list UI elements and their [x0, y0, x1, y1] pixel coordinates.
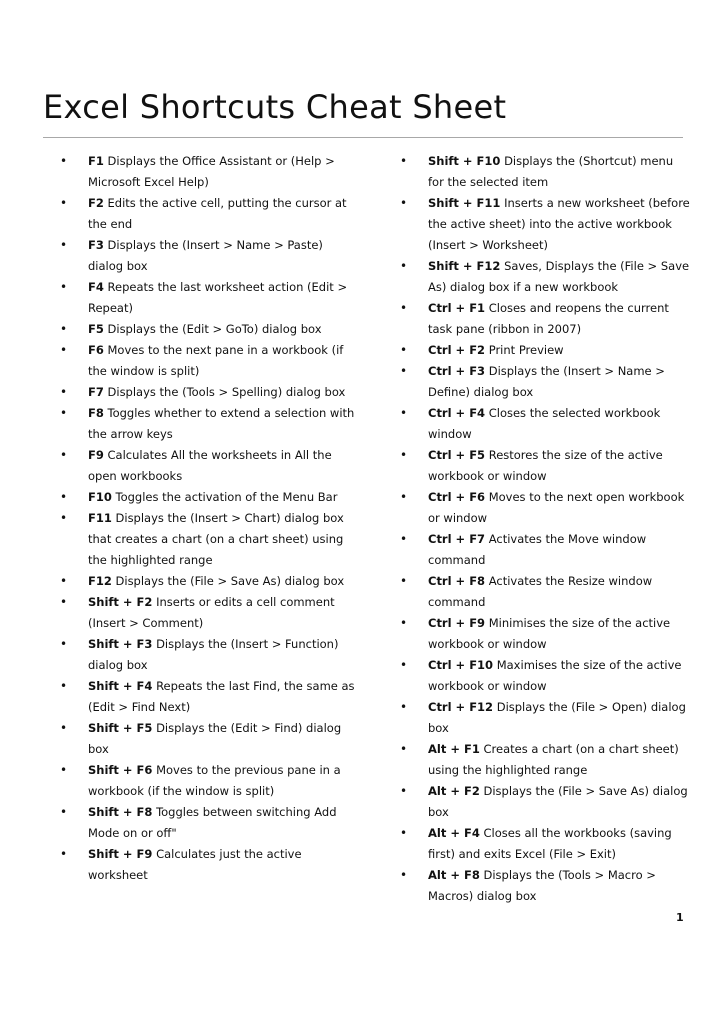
shortcut-description: Closes and reopens the current task pane (ribbon in 2007): [428, 301, 669, 336]
shortcut-item: [60, 718, 360, 760]
bullet-icon: •: [60, 679, 68, 693]
shortcut-item: [400, 151, 690, 193]
bullet-icon: •: [400, 490, 408, 504]
page-title: Excel Shortcuts Cheat Sheet: [43, 88, 507, 126]
shortcut-description: Inserts a new worksheet (before the active sheet) into the active workbook (Insert > Worksheet): [428, 196, 690, 252]
shortcut-description: Maximises the size of the active workbook or window: [428, 658, 682, 693]
shortcut-description: Toggles the activation of the Menu Bar: [111, 490, 338, 504]
bullet-icon: •: [60, 805, 68, 819]
shortcut-item: [400, 529, 690, 571]
shortcut-description: Displays the (File > Save As) dialog box: [111, 574, 345, 588]
shortcut-description: Displays the (Tools > Macro > Macros) dialog box: [428, 868, 656, 903]
shortcut-item: [400, 697, 690, 739]
bullet-icon: •: [400, 196, 408, 210]
shortcut-description: Toggles whether to extend a selection with the arrow keys: [88, 406, 355, 441]
shortcut-item: [60, 340, 360, 382]
shortcut-keys: Shift + F6: [88, 763, 153, 777]
shortcut-description: Displays the (Shortcut) menu for the selected item: [428, 154, 674, 189]
shortcut-keys: F6: [88, 343, 104, 357]
bullet-icon: •: [60, 322, 68, 336]
bullet-icon: •: [400, 154, 408, 168]
shortcut-keys: Ctrl + F8: [428, 574, 486, 588]
bullet-icon: •: [400, 301, 408, 315]
shortcut-description: Displays the (Edit > Find) dialog box: [88, 721, 342, 756]
shortcut-keys: F3: [88, 238, 104, 252]
shortcut-item: [400, 739, 690, 781]
bullet-icon: •: [60, 490, 68, 504]
shortcut-description: Moves to the next open workbook or window: [428, 490, 685, 525]
shortcut-keys: Ctrl + F2: [428, 343, 486, 357]
bullet-icon: •: [400, 343, 408, 357]
shortcut-description: Closes the selected workbook window: [428, 406, 661, 441]
shortcut-keys: Ctrl + F1: [428, 301, 486, 315]
shortcut-keys: F11: [88, 511, 112, 525]
shortcut-item: [60, 235, 360, 277]
shortcut-keys: Shift + F11: [428, 196, 501, 210]
shortcut-item: [60, 802, 360, 844]
shortcut-keys: Shift + F12: [428, 259, 501, 273]
shortcut-item: [400, 823, 690, 865]
shortcut-keys: F5: [88, 322, 104, 336]
shortcut-description: Creates a chart (on a chart sheet) using the highlighted range: [428, 742, 679, 777]
shortcut-item: [60, 592, 360, 634]
bullet-icon: •: [400, 784, 408, 798]
shortcut-item: [400, 403, 690, 445]
bullet-icon: •: [60, 154, 68, 168]
bullet-icon: •: [60, 448, 68, 462]
shortcut-keys: Alt + F2: [428, 784, 480, 798]
shortcut-description: Moves to the next pane in a workbook (if the window is split): [88, 343, 344, 378]
shortcut-description: Restores the size of the active workbook or window: [428, 448, 663, 483]
shortcut-keys: Shift + F4: [88, 679, 153, 693]
shortcut-description: Print Preview: [485, 343, 564, 357]
shortcut-keys: Shift + F9: [88, 847, 153, 861]
shortcut-item: [60, 634, 360, 676]
shortcut-item: [60, 277, 360, 319]
shortcut-item: [400, 298, 690, 340]
shortcut-keys: Shift + F3: [88, 637, 153, 651]
bullet-icon: •: [400, 406, 408, 420]
shortcut-keys: F1: [88, 154, 104, 168]
shortcut-item: [400, 445, 690, 487]
shortcut-description: Edits the active cell, putting the cursor at the end: [88, 196, 347, 231]
bullet-icon: •: [60, 511, 68, 525]
shortcut-item: [60, 760, 360, 802]
shortcut-item: [400, 340, 690, 361]
bullet-icon: •: [400, 826, 408, 840]
bullet-icon: •: [400, 742, 408, 756]
shortcut-description: Displays the (Insert > Chart) dialog box that creates a chart (on a chart sheet) using the highlighted range: [88, 511, 344, 567]
shortcut-description: Toggles between switching Add Mode on or off": [88, 805, 337, 840]
bullet-icon: •: [60, 721, 68, 735]
bullet-icon: •: [400, 259, 408, 273]
shortcut-item: [60, 676, 360, 718]
shortcut-description: Saves, Displays the (File > Save As) dialog box if a new workbook: [428, 259, 690, 294]
shortcut-item: [400, 655, 690, 697]
shortcut-keys: F10: [88, 490, 112, 504]
shortcut-description: Activates the Move window command: [428, 532, 647, 567]
bullet-icon: •: [400, 448, 408, 462]
shortcut-keys: Ctrl + F5: [428, 448, 486, 462]
shortcut-keys: Shift + F10: [428, 154, 501, 168]
shortcut-keys: Alt + F8: [428, 868, 480, 882]
shortcut-description: Repeats the last Find, the same as (Edit > Find Next): [88, 679, 355, 714]
bullet-icon: •: [60, 406, 68, 420]
bullet-icon: •: [60, 637, 68, 651]
shortcut-description: Displays the (Insert > Name > Define) dialog box: [428, 364, 665, 399]
shortcut-item: [60, 571, 360, 592]
shortcut-description: Displays the (Edit > GoTo) dialog box: [103, 322, 322, 336]
shortcut-description: Displays the (Insert > Function) dialog box: [88, 637, 339, 672]
shortcut-item: [60, 508, 360, 571]
shortcut-keys: Shift + F8: [88, 805, 153, 819]
shortcut-item: [400, 865, 690, 907]
shortcut-keys: F8: [88, 406, 104, 420]
shortcut-keys: Ctrl + F6: [428, 490, 486, 504]
page-number: 1: [676, 911, 684, 924]
shortcut-item: [400, 487, 690, 529]
bullet-icon: •: [400, 616, 408, 630]
shortcut-item: [60, 193, 360, 235]
shortcut-keys: F7: [88, 385, 104, 399]
shortcut-description: Displays the (Tools > Spelling) dialog box: [103, 385, 346, 399]
shortcut-keys: Alt + F1: [428, 742, 480, 756]
bullet-icon: •: [60, 280, 68, 294]
bullet-icon: •: [60, 196, 68, 210]
shortcut-item: [400, 781, 690, 823]
shortcut-description: Calculates All the worksheets in All the open workbooks: [88, 448, 332, 483]
bullet-icon: •: [60, 847, 68, 861]
shortcut-item: [60, 319, 360, 340]
shortcut-description: Activates the Resize window command: [428, 574, 653, 609]
shortcut-keys: Shift + F2: [88, 595, 153, 609]
bullet-icon: •: [400, 700, 408, 714]
shortcut-description: Displays the (File > Open) dialog box: [428, 700, 686, 735]
bullet-icon: •: [60, 385, 68, 399]
bullet-icon: •: [400, 868, 408, 882]
bullet-icon: •: [60, 343, 68, 357]
shortcut-item: [400, 613, 690, 655]
shortcut-item: [400, 571, 690, 613]
shortcut-keys: Ctrl + F4: [428, 406, 486, 420]
shortcut-keys: Alt + F4: [428, 826, 480, 840]
shortcut-description: Repeats the last worksheet action (Edit > Repeat): [88, 280, 348, 315]
shortcut-keys: Ctrl + F9: [428, 616, 486, 630]
shortcut-keys: Ctrl + F3: [428, 364, 486, 378]
shortcut-item: [60, 487, 360, 508]
shortcut-item: [60, 382, 360, 403]
shortcut-keys: Ctrl + F7: [428, 532, 486, 546]
shortcut-item: [400, 193, 690, 256]
shortcut-item: [60, 403, 360, 445]
bullet-icon: •: [400, 574, 408, 588]
shortcut-description: Displays the Office Assistant or (Help > Microsoft Excel Help): [88, 154, 335, 189]
shortcut-description: Inserts or edits a cell comment (Insert > Comment): [88, 595, 335, 630]
shortcut-description: Displays the (Insert > Name > Paste) dialog box: [88, 238, 323, 273]
shortcut-keys: Ctrl + F10: [428, 658, 494, 672]
shortcut-description: Minimises the size of the active workbook or window: [428, 616, 671, 651]
shortcut-keys: Ctrl + F12: [428, 700, 494, 714]
shortcut-keys: Shift + F5: [88, 721, 153, 735]
shortcut-item: [60, 151, 360, 193]
shortcut-keys: F4: [88, 280, 104, 294]
shortcut-keys: F9: [88, 448, 104, 462]
shortcut-item: [60, 844, 360, 886]
shortcut-description: Moves to the previous pane in a workbook (if the window is split): [88, 763, 341, 798]
title-divider: [43, 137, 683, 138]
shortcut-description: Calculates just the active worksheet: [88, 847, 302, 882]
shortcut-item: [60, 445, 360, 487]
bullet-icon: •: [60, 238, 68, 252]
bullet-icon: •: [60, 574, 68, 588]
bullet-icon: •: [60, 763, 68, 777]
shortcut-item: [400, 256, 690, 298]
bullet-icon: •: [400, 658, 408, 672]
shortcut-item: [400, 361, 690, 403]
right-shortcut-list: [400, 151, 690, 907]
shortcut-description: Closes all the workbooks (saving first) and exits Excel (File > Exit): [428, 826, 672, 861]
bullet-icon: •: [400, 364, 408, 378]
bullet-icon: •: [60, 595, 68, 609]
shortcut-keys: F12: [88, 574, 112, 588]
shortcut-keys: F2: [88, 196, 104, 210]
bullet-icon: •: [400, 532, 408, 546]
left-shortcut-list: [60, 151, 360, 886]
shortcut-description: Displays the (File > Save As) dialog box: [428, 784, 688, 819]
